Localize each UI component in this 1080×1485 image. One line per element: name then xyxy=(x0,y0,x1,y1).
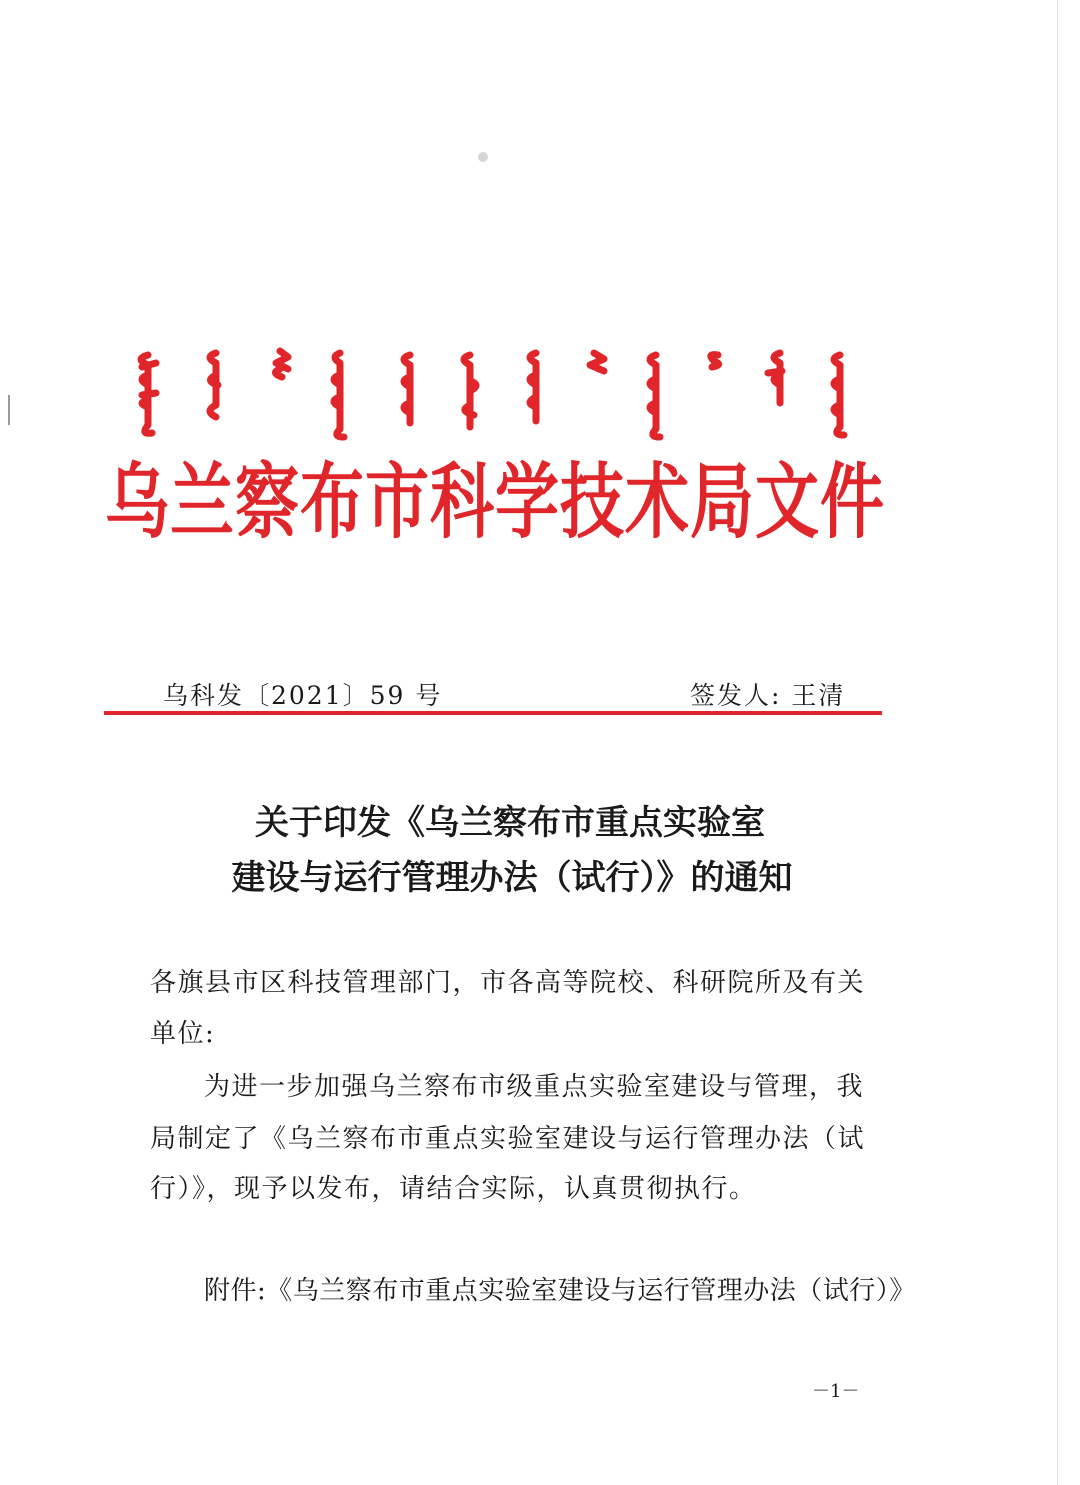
addressee-line-1: 各旗县市区科技管理部门，市各高等院校、科研院所及有关 xyxy=(150,968,866,998)
mongolian-script-drawing xyxy=(118,345,878,445)
document-title-line-1: 关于印发《乌兰察布市重点实验室 xyxy=(255,803,765,843)
paragraph-line-1: 为进一步加强乌兰察布市级重点实验室建设与管理，我 xyxy=(204,1072,865,1102)
paragraph-line-2: 局制定了《乌兰察布市重点实验室建设与运行管理办法（试 xyxy=(150,1124,866,1154)
addressee-line-2: 单位: xyxy=(150,1019,216,1049)
page-number: －1－ xyxy=(812,1381,860,1402)
red-divider-line xyxy=(104,711,882,715)
document-title-line-2: 建设与运行管理办法（试行）》的通知 xyxy=(231,858,793,898)
paragraph-line-3: 行）》，现予以发布，请结合实际，认真贯彻执行。 xyxy=(150,1174,757,1204)
attachment-line: 附件:《乌兰察布市重点实验室建设与运行管理办法（试行）》 xyxy=(204,1276,916,1306)
scan-edge-line xyxy=(1057,0,1058,1485)
mongolian-script-banner xyxy=(118,345,878,445)
signer: 签发人: 王清 xyxy=(690,681,846,710)
document-number: 乌科发〔2021〕59 号 xyxy=(163,681,443,710)
scan-dot xyxy=(478,152,488,162)
scan-mark xyxy=(8,395,10,425)
org-title: 乌兰察布市科学技术局文件 xyxy=(105,455,885,551)
